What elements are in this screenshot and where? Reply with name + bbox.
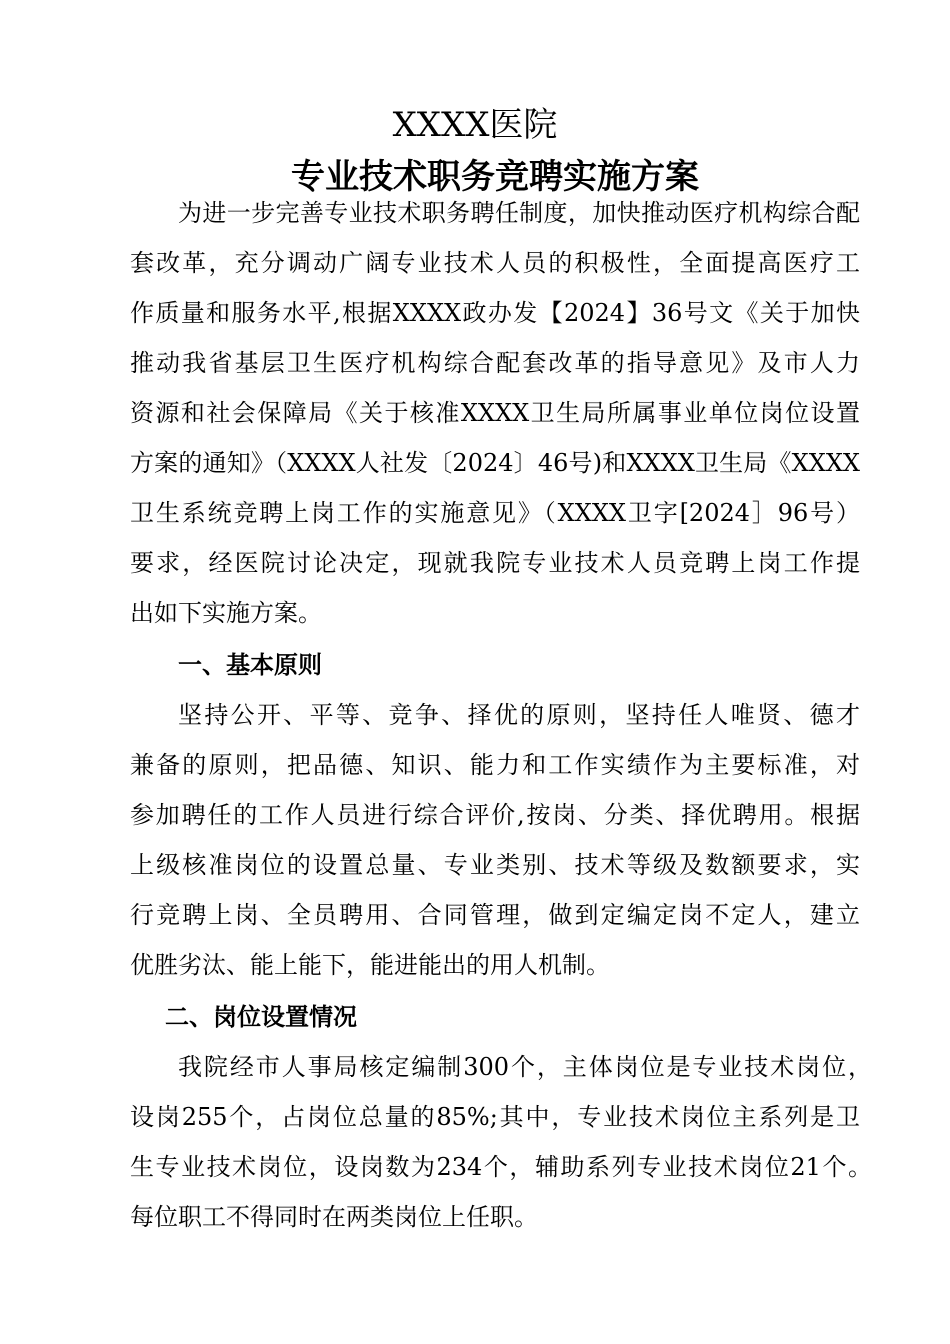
- intro-line: 为进一步完善专业技术职务聘任制度，加快推动医疗机构综合配: [178, 199, 860, 227]
- intro-line: 要求，经医院讨论决定，现就我院专业技术人员竞聘上岗工作提: [130, 549, 860, 577]
- section2-line: 我院经市人事局核定编制300个，主体岗位是专业技术岗位，: [178, 1053, 872, 1081]
- intro-line: 出如下实施方案。: [130, 599, 322, 627]
- section1-line: 行竞聘上岗、全员聘用、合同管理，做到定编定岗不定人，建立: [130, 901, 860, 929]
- section1-line: 兼备的原则，把品德、知识、能力和工作实绩作为主要标准，对: [130, 751, 860, 779]
- intro-line: 资源和社会保障局《关于核准XXXX卫生局所属事业单位岗位设置: [130, 399, 860, 427]
- section1-line: 优胜劣汰、能上能下，能进能出的用人机制。: [130, 951, 610, 979]
- intro-line: 推动我省基层卫生医疗机构综合配套改革的指导意见》及市人力: [130, 349, 860, 377]
- section1-line: 参加聘任的工作人员进行综合评价,按岗、分类、择优聘用。根据: [130, 801, 860, 829]
- intro-line: 作质量和服务水平,根据XXXX政办发【2024】36号文《关于加快: [130, 299, 860, 327]
- section-heading-basic-principles: 一、基本原则: [178, 651, 322, 679]
- intro-line: 卫生系统竞聘上岗工作的实施意见》（XXXX卫字[2024］96号）: [130, 499, 860, 527]
- intro-line: 方案的通知》（XXXX人社发〔2024〕46号)和XXXX卫生局《XXXX: [130, 449, 860, 477]
- section-heading-post-setup: 二、岗位设置情况: [165, 1003, 357, 1031]
- section1-line: 坚持公开、平等、竞争、择优的原则，坚持任人唯贤、德才: [178, 701, 860, 729]
- section2-line: 设岗255个，占岗位总量的85%;其中，专业技术岗位主系列是卫: [130, 1103, 860, 1131]
- section1-line: 上级核准岗位的设置总量、专业类别、技术等级及数额要求，实: [130, 851, 860, 879]
- document-title-hospital: XXXX医院: [392, 105, 558, 145]
- section2-line: 生专业技术岗位，设岗数为234个，辅助系列专业技术岗位21个。: [130, 1153, 872, 1181]
- document-title-plan: 专业技术职务竞聘实施方案: [291, 157, 699, 197]
- intro-line: 套改革，充分调动广阔专业技术人员的积极性，全面提高医疗工: [130, 249, 860, 277]
- section2-line: 每位职工不得同时在两类岗位上任职。: [130, 1203, 538, 1231]
